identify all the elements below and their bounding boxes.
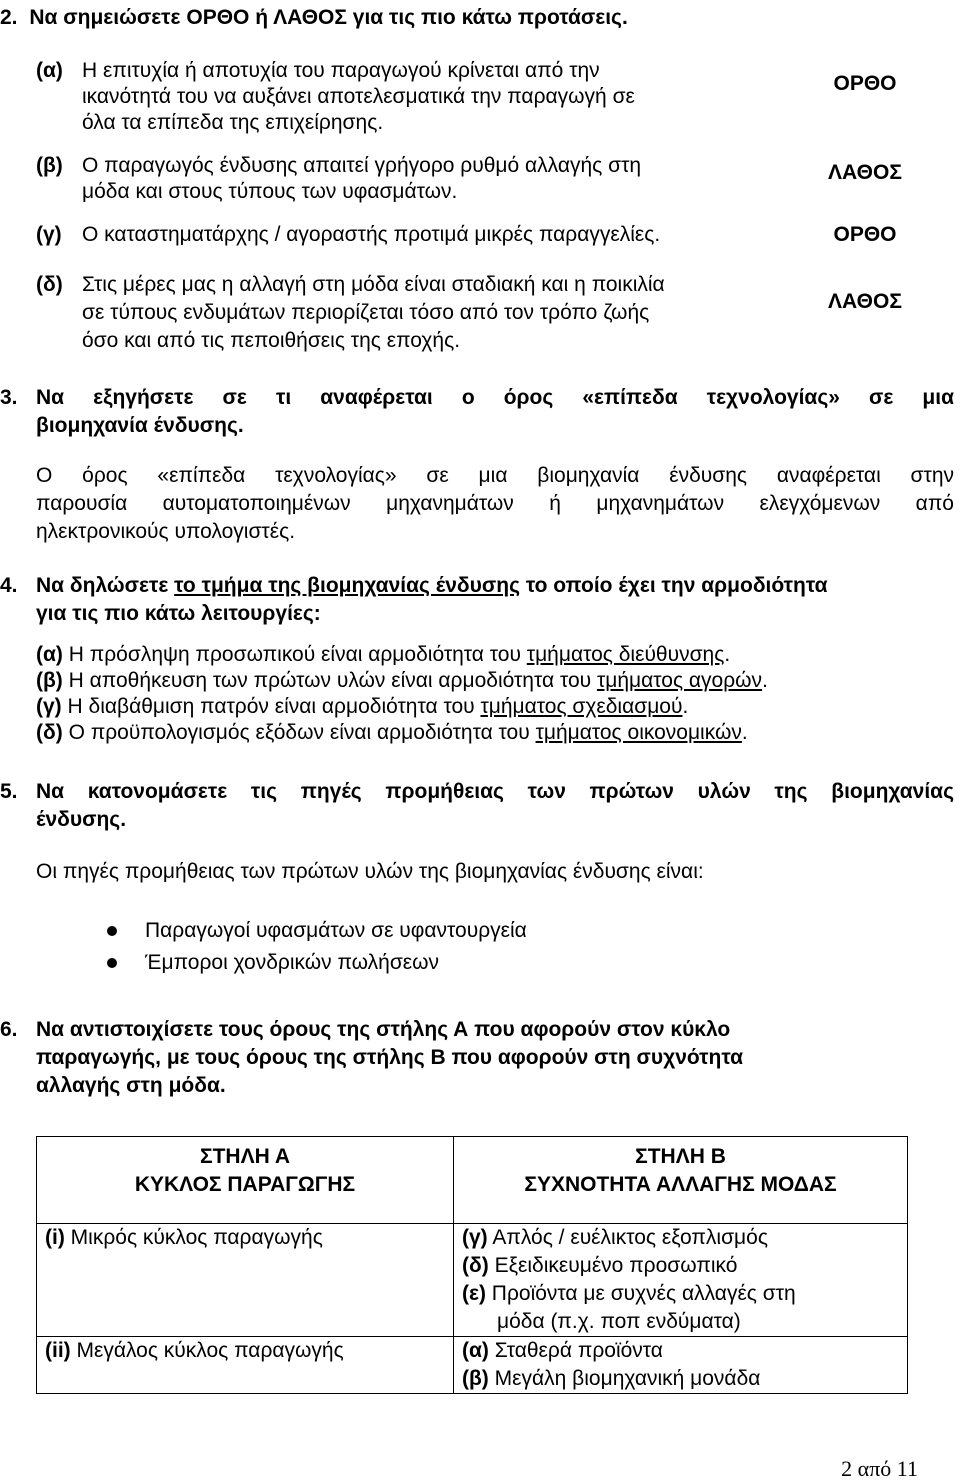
row1-a-label: (i) xyxy=(45,1226,65,1249)
q4-title-part-b: το οποίο έχει την αρμοδιότητα xyxy=(519,574,828,597)
q2-a-label: (α) xyxy=(36,59,63,82)
q2-d-line2: σε τύπους ενδυμάτων περιορίζεται τόσο από τον τρόπο ζωής xyxy=(82,301,650,324)
q3-title-line1: Να εξηγήσετε σε τι αναφέρεται ο όρος «επίπεδα τεχνολογίας» σε μια xyxy=(36,386,954,409)
q5-title-line2: ένδυσης. xyxy=(36,808,127,831)
table-header-row xyxy=(37,1137,908,1224)
q2-b-answer: ΛΑΘΟΣ xyxy=(828,161,902,184)
q4-item-b xyxy=(36,668,768,694)
table-row xyxy=(37,1224,908,1337)
row1-b1-label: (γ) xyxy=(462,1226,488,1249)
q4-c-end: . xyxy=(682,695,689,718)
row1-a-text: Μικρός κύκλος παραγωγής xyxy=(70,1226,323,1249)
row1-b3-text: Προϊόντα με συχνές αλλαγές στη xyxy=(491,1282,796,1305)
row2-b1-text: Σταθερά προϊόντα xyxy=(494,1339,663,1362)
row2-b2-text: Μεγάλη βιομηχανική μονάδα xyxy=(494,1367,761,1390)
q2-b-label: (β) xyxy=(36,154,63,177)
q2-d-label: (δ) xyxy=(36,273,63,296)
q4-d-label: (δ) xyxy=(36,721,63,744)
q5-title-line1: Να κατονομάσετε τις πηγές προμήθειας των πρώτων υλών της βιομηχανίας xyxy=(36,780,954,803)
q6-title-line1: Να αντιστοιχίσετε τους όρους της στήλης Α που αφορούν στον κύκλο xyxy=(36,1018,731,1041)
q2-b-line2: μόδα και στους τύπους των υφασμάτων. xyxy=(82,180,458,203)
q4-item-d xyxy=(36,720,748,746)
q4-d-end: . xyxy=(741,721,748,744)
row2-a-text: Μεγάλος κύκλος παραγωγής xyxy=(76,1339,344,1362)
q4-a-label: (α) xyxy=(36,643,63,666)
q2-d-line3: όσο και από τις πεποιθήσεις της εποχής. xyxy=(82,329,461,352)
table-row xyxy=(37,1337,908,1394)
q3-number: 3. xyxy=(0,386,18,409)
q2-c-answer: ΟΡΘΟ xyxy=(833,223,897,246)
q4-item-c xyxy=(36,694,688,720)
q2-a-line1: Η επιτυχία ή αποτυχία του παραγωγού κρίνεται από την xyxy=(82,59,600,82)
q2-heading xyxy=(0,3,628,32)
q4-title-line1 xyxy=(36,573,828,599)
q4-title-underlined: το τμήμα της βιομηχανίας ένδυσης xyxy=(174,574,520,597)
q4-c-text: Η διαβάθμιση πατρόν είναι αρμοδιότητα του xyxy=(67,695,481,718)
q4-c-answer: τμήματος σχεδιασμού xyxy=(480,695,683,718)
q2-number: 2. xyxy=(0,6,18,29)
row2-col-a xyxy=(37,1337,454,1394)
q6-title-line3: αλλαγής στη μόδα. xyxy=(36,1074,226,1097)
q4-title-part-a: Να δηλώσετε xyxy=(36,574,175,597)
q4-c-label: (γ) xyxy=(36,695,62,718)
col-b-title: ΣΤΗΛΗ Β xyxy=(635,1145,726,1168)
matching-table xyxy=(36,1136,908,1394)
q4-a-text: Η πρόσληψη προσωπικού είναι αρμοδιότητα του xyxy=(68,643,527,666)
q2-c-line1: Ο καταστηματάρχης / αγοραστής προτιμά μικρές παραγγελίες. xyxy=(82,223,661,246)
row2-a-label: (ii) xyxy=(45,1339,71,1362)
col-a-header xyxy=(37,1137,454,1224)
row1-b2-label: (δ) xyxy=(462,1254,489,1277)
q5-bullet-1: Παραγωγοί υφασμάτων σε υφαντουργεία xyxy=(145,919,527,942)
q4-title-line2: για τις πιο κάτω λειτουργίες: xyxy=(36,602,321,625)
row2-col-b xyxy=(454,1337,908,1394)
bullet-icon xyxy=(107,926,117,936)
row2-b2-label: (β) xyxy=(462,1367,489,1390)
q5-answer-intro: Οι πηγές προμήθειας των πρώτων υλών της βιομηχανίας ένδυσης είναι: xyxy=(36,860,704,883)
q4-b-label: (β) xyxy=(36,669,63,692)
q4-item-a xyxy=(36,642,730,668)
q3-answer-line3: ηλεκτρονικούς υπολογιστές. xyxy=(36,520,296,543)
row1-b3-cont: μόδα (π.χ. ποπ ενδύματα) xyxy=(497,1310,741,1333)
col-b-header xyxy=(454,1137,908,1224)
row1-b1-text: Απλός / ευέλικτος εξοπλισμός xyxy=(492,1226,768,1249)
row2-b1-label: (α) xyxy=(462,1339,489,1362)
q5-number: 5. xyxy=(0,780,18,803)
q6-title-line2: παραγωγής, με τους όρους της στήλης Β που αφορούν στη συχνότητα xyxy=(36,1046,744,1069)
q4-a-end: . xyxy=(724,643,731,666)
bullet-icon xyxy=(107,958,117,968)
q2-d-answer: ΛΑΘΟΣ xyxy=(828,290,902,313)
q2-b-line1: Ο παραγωγός ένδυσης απαιτεί γρήγορο ρυθμό αλλαγής στη xyxy=(82,154,642,177)
q4-b-text: Η αποθήκευση των πρώτων υλών είναι αρμοδιότητα του xyxy=(68,669,597,692)
col-a-title: ΣΤΗΛΗ Α xyxy=(200,1145,290,1168)
q4-b-end: . xyxy=(762,669,768,692)
q6-number: 6. xyxy=(0,1018,18,1041)
row1-b3-label: (ε) xyxy=(462,1282,486,1305)
col-a-subtitle: ΚΥΚΛΟΣ ΠΑΡΑΓΩΓΗΣ xyxy=(134,1173,356,1196)
row1-b2-text: Εξειδικευμένο προσωπικό xyxy=(494,1254,738,1277)
q2-a-line2: ικανότητά του να αυξάνει αποτελεσματικά την παραγωγή σε xyxy=(82,85,635,108)
q2-c-label: (γ) xyxy=(36,223,62,246)
q4-number: 4. xyxy=(0,574,18,597)
page-number: 2 από 11 xyxy=(841,1456,918,1481)
q5-bullet-2: Έμποροι χονδρικών πωλήσεων xyxy=(145,951,440,974)
q2-a-line3: όλα τα επίπεδα της επιχείρησης. xyxy=(82,111,384,134)
row1-col-b xyxy=(454,1224,908,1337)
q3-answer-line2: παρουσία αυτοματοποιημένων μηχανημάτων ή μηχανημάτων ελεγχόμενων από xyxy=(36,492,954,515)
q2-title: Να σημειώσετε ΟΡΘΟ ή ΛΑΘΟΣ για τις πιο κάτω προτάσεις. xyxy=(29,6,628,29)
q4-d-text: Ο προϋπολογισμός εξόδων είναι αρμοδιότητα του xyxy=(68,721,536,744)
q3-answer-line1: Ο όρος «επίπεδα τεχνολογίας» σε μια βιομηχανία ένδυσης αναφέρεται στην xyxy=(36,464,954,487)
row1-col-a xyxy=(37,1224,454,1337)
q2-a-answer: ΟΡΘΟ xyxy=(833,72,897,95)
q4-a-answer: τμήματος διεύθυνσης xyxy=(526,643,725,666)
q2-d-line1: Στις μέρες μας η αλλαγή στη μόδα είναι σταδιακή και η ποικιλία xyxy=(82,273,665,296)
q4-d-answer: τμήματος οικονομικών xyxy=(535,721,742,744)
q4-b-answer: τμήματος αγορών xyxy=(596,669,763,692)
col-b-subtitle: ΣΥΧΝΟΤΗΤΑ ΑΛΛΑΓΗΣ ΜΟΔΑΣ xyxy=(524,1173,837,1196)
q3-title-line2: βιομηχανία ένδυσης. xyxy=(36,414,244,437)
